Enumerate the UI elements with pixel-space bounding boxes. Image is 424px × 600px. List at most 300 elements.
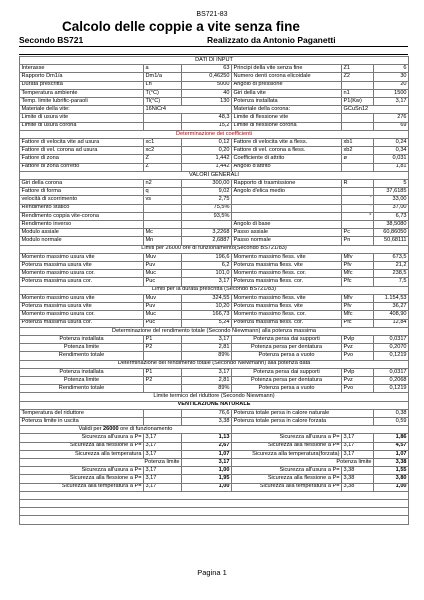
table-cell: Tl(°C) [144,98,182,106]
section-header: Limite termico del riduttore (Secondo Niewmann) [20,393,409,401]
table-cell: Fattore di vel. corona a fless. [232,147,342,155]
table-row [20,294,409,302]
table-row [20,81,409,89]
table-row [20,212,409,220]
table-cell: Muc [144,270,182,278]
table-cell: 1,81 [374,163,409,171]
table-cell [342,188,374,196]
table-cell: Potenza massima fless. vite [232,303,342,311]
table-cell: 300,00 [182,180,232,188]
table-cell: " [342,204,374,212]
section-header-row [20,360,409,368]
table-cell: Passo normale [232,237,342,245]
table-cell: xc1 [144,139,182,147]
sheet-id: BS721-83 [196,11,228,18]
table-cell [144,221,182,229]
table-row [20,344,409,352]
table-cell: 48,3 [182,114,232,122]
table-cell: 101,0 [182,270,232,278]
table-cell: 76,6 [182,409,232,417]
table-cell: Rendimento totale [20,352,144,360]
table-row [20,409,409,417]
table-cell: Rendimento totale [20,385,144,393]
table-cell: Pvz [342,344,374,352]
table-cell: 50,68111 [374,237,409,245]
table-cell: 40 [182,89,232,97]
table-cell: Potenza installata [20,368,144,376]
table-cell: 0,34 [374,147,409,155]
table-cell: Pfc [342,319,374,327]
table-cell: Mn [144,237,182,245]
table-cell: Sicurezza alla temperatura [20,450,144,458]
table-cell [20,491,409,499]
table-cell: vs [144,196,182,204]
table-cell: Potenza massima fless. cor. [232,319,342,327]
table-row [20,450,409,458]
table-cell: Potenza limite [232,458,374,466]
table-row [20,204,409,212]
table-row [20,180,409,188]
table-cell: 3,17 [182,458,232,466]
table-cell: 5,24 [182,319,232,327]
table-row [20,508,409,516]
table-cell: xc2 [144,147,182,155]
table-cell: Materiale della vite: [20,106,144,114]
table-cell: Potenza persa a vuoto [232,385,342,393]
table-cell: Momento massimo usura vite [20,253,144,261]
table-cell: 1,95 [182,475,232,483]
table-row [20,475,409,483]
section-header-row [20,327,409,335]
table-cell: 5 [374,180,409,188]
table-row [20,385,409,393]
table-row [20,188,409,196]
table-cell: 324,55 [182,294,232,302]
table-row [20,106,409,114]
table-cell: 0,12 [182,139,232,147]
table-cell: Z1 [342,65,374,73]
table-row [20,253,409,261]
cell-text-bold: 26000 [103,425,119,432]
table-row [20,73,409,81]
table-cell: n2 [144,180,182,188]
table-cell: 3,17 [342,434,374,442]
table-cell: xb1 [342,139,374,147]
table-cell: Materiale della corona: [232,106,342,114]
table-cell: 4,57 [374,442,409,450]
table-cell: Temp. limite lubrific-paraoli [20,98,144,106]
table-cell: P1(Kw) [342,98,374,106]
table-row [20,303,409,311]
table-cell: Pfv [342,303,374,311]
table-cell: 3,17 [342,450,374,458]
table-cell: Coefficiente di attrito [232,155,342,163]
table-cell: Pvlp [342,335,374,343]
table-cell: Potenza installata [232,98,342,106]
table-cell: 276 [374,114,409,122]
table-row [20,491,409,499]
table-cell: 5000 [182,81,232,89]
table-cell: n1 [342,89,374,97]
table-cell: Pc [342,229,374,237]
table-cell: Sicurezza alla flessione a P= [20,475,144,483]
table-row [20,196,409,204]
table-cell: Potenza massima usura cor. [20,278,144,286]
table-cell: Muc [144,311,182,319]
table-cell: Limite di usura corona [20,122,144,130]
table-cell: 6,73 [374,212,409,220]
table-cell: Fattore di velocita vite a fless. [232,139,342,147]
table-cell: 0,1219 [374,352,409,360]
calculation-sheet-table [19,56,409,525]
table-cell: Potenza limite in uscita [20,417,144,425]
table-cell: Potenza persa per dentatura [232,376,342,384]
table-cell: Potenza massima usura vite [20,262,144,270]
table-cell: 3,80 [374,475,409,483]
table-cell: Passo assiale [232,229,342,237]
table-row [20,278,409,286]
table-cell: q [144,188,182,196]
table-cell [342,163,374,171]
table-cell: 69 [374,122,409,130]
table-cell: Angolo d'attrito [232,163,342,171]
table-cell: 3,17 [144,483,182,491]
table-cell: 1,442 [182,163,232,171]
table-cell: 2,67 [182,442,232,450]
table-cell: P2 [144,376,182,384]
table-cell: 89% [182,385,232,393]
table-cell: 0,0317 [374,335,409,343]
table-row [20,221,409,229]
table-cell: 3,17 [182,335,232,343]
table-row [20,65,409,73]
table-cell: Angolo di base [232,221,342,229]
table-cell: 408,90 [374,311,409,319]
table-cell [144,417,182,425]
table-cell: Potenza limite [20,376,144,384]
table-row [20,270,409,278]
table-cell: Mfc [342,311,374,319]
table-cell [342,122,374,130]
table-cell: Mfc [342,270,374,278]
table-cell: 1,13 [182,434,232,442]
table-cell: Sicurezza alla flessione a P= [232,442,342,450]
table-row [20,139,409,147]
table-cell: 21,2 [374,262,409,270]
table-cell: 16NiCr4 [144,106,232,114]
table-cell: Pn [342,237,374,245]
table-row [20,114,409,122]
table-cell: Puc [144,278,182,286]
table-cell [342,114,374,122]
table-cell: 3,38 [374,458,409,466]
table-cell: Puv [144,262,182,270]
table-cell [232,212,342,220]
table-row [20,147,409,155]
table-cell: Potenza totale persa in calore forzata [232,417,374,425]
table-cell: 6,2 [182,262,232,270]
section-header: VALORI GENERALI [20,171,409,179]
table-cell [182,221,232,229]
table-cell [144,352,182,360]
table-cell: Pfv [342,262,374,270]
page-number: Pagina 1 [197,568,227,577]
table-cell [232,196,342,204]
table-cell: 0,1219 [374,385,409,393]
table-cell: 3,38 [342,483,374,491]
section-header-row [20,393,409,401]
table-row [20,237,409,245]
table-cell [342,221,374,229]
section-header-row [20,426,409,434]
table-cell: Mc [144,229,182,237]
table-cell: Fattore di forma [20,188,144,196]
table-cell: Limite di flessione vite [232,114,342,122]
section-header [232,426,409,434]
table-cell: Sicurezza all'usura a P= [20,434,144,442]
section-header-row [20,401,409,409]
section-header [20,426,232,434]
table-row [20,229,409,237]
table-cell: 60,86050 [374,229,409,237]
table-cell: Angolo d'elica medio [232,188,342,196]
table-row [20,368,409,376]
table-cell: Sicurezza all'usura a P= [232,467,342,475]
subtitle-author: Realizzato da Antonio Paganetti [207,35,336,45]
table-cell: Potenza totale persa in calore naturale [232,409,374,417]
table-cell: Sicurezza alla temperatura(forzata) [232,450,342,458]
table-cell: 38,5080 [374,221,409,229]
table-cell: Sicurezza alla temperatura a P= [232,483,342,491]
table-cell: Pfc [342,278,374,286]
table-row [20,163,409,171]
table-cell: velocità di scorrimento [20,196,144,204]
table-cell: Sicurezza alla flessione a P= [232,475,342,483]
table-cell [144,204,182,212]
section-header: Determinazione del rendimento totale (Secondo Niewmann) alla potenza massima [20,327,409,335]
table-cell: Pvo [342,352,374,360]
table-cell: Potenza persa a vuoto [232,352,342,360]
table-cell: Z2 [342,73,374,81]
section-header: Determinazione dei coefficienti [20,130,409,138]
table-cell: ø [342,155,374,163]
table-cell: Sicurezza all'usura a P= [20,467,144,475]
table-cell: 3,17 [182,368,232,376]
table-cell: 3,17 [144,434,182,442]
table-cell: 0,59 [374,417,409,425]
table-cell: 10,20 [182,303,232,311]
table-cell: 238,5 [374,270,409,278]
table-cell: Potenza limite [20,344,144,352]
table-cell: 89% [182,352,232,360]
table-cell: Momento massimo fless. cor. [232,311,342,319]
table-cell: 1,442 [182,155,232,163]
table-cell: 9,02 [182,188,232,196]
table-row [20,335,409,343]
table-cell: 3,2268 [182,229,232,237]
table-cell: Mfv [342,294,374,302]
table-row [20,311,409,319]
table-cell [20,516,409,525]
table-cell: 75,5% [182,204,232,212]
section-header: VENTILAZIONE NATURALE [20,401,409,409]
table-cell: Momento massimo usura cor. [20,311,144,319]
table-row [20,319,409,327]
table-cell: 3,38 [342,467,374,475]
table-cell: Rapporto Dm1/a [20,73,144,81]
table-row [20,89,409,97]
section-header: Limiti per la durata prescritta (Secondo BS721/83) [20,286,409,294]
table-row [20,483,409,491]
table-cell: Momento massimo usura cor. [20,270,144,278]
header-rule-lower [19,54,408,55]
cell-text: Validi per [78,425,104,432]
table-cell: Momento massimo usura vite [20,294,144,302]
table-cell: Z [144,155,182,163]
table-cell: 3,17 [374,98,409,106]
table-cell: P1 [144,368,182,376]
table-cell: 3,17 [144,450,182,458]
table-row [20,262,409,270]
table-cell: Modulo assiale [20,229,144,237]
table-cell: Temperatura ambiente [20,89,144,97]
table-cell: Durata prescritta [20,81,144,89]
table-cell: Giri della vite [232,89,342,97]
table-cell: 0,0317 [374,368,409,376]
table-cell: 0,2068 [374,376,409,384]
table-cell: Rendimento coppia vite-corona [20,212,144,220]
table-cell [144,409,182,417]
table-cell: 37,6185 [374,188,409,196]
table-cell: 93,5% [182,212,232,220]
section-header-row [20,245,409,253]
table-cell: Z [144,163,182,171]
table-cell: Sicurezza alla temperatura a P= [20,483,144,491]
section-header-row [20,171,409,179]
table-cell: 1500 [374,89,409,97]
section-header: DATI DI INPUT [20,57,409,65]
table-cell: GCuSn12 [342,106,409,114]
table-cell: Puv [144,303,182,311]
table-cell: Modulo normale [20,237,144,245]
table-cell: Puc [144,319,182,327]
table-cell: 20 [374,81,409,89]
table-cell: 1,55 [374,467,409,475]
table-cell [144,385,182,393]
table-cell: Mfv [342,253,374,261]
table-cell: 33,00 [374,196,409,204]
table-cell: R [342,180,374,188]
table-cell: 0,20 [182,147,232,155]
table-cell: Muv [144,253,182,261]
table-cell: Fattore di velocita vite ad usura [20,139,144,147]
table-cell: 12,84 [374,319,409,327]
table-cell: 3,17 [342,442,374,450]
header-rule [19,46,408,47]
table-cell: 2,81 [182,376,232,384]
page-title: Calcolo delle coppie a vite senza fine [62,19,300,34]
table-cell: 15,2 [182,122,232,130]
table-cell: Potenza massima usura vite [20,303,144,311]
section-header-row [20,130,409,138]
table-cell: Pvz [342,376,374,384]
table-cell [20,499,409,507]
table-cell: 1,07 [182,450,232,458]
table-cell [144,114,182,122]
table-cell [232,204,342,212]
table-cell: 1,07 [374,450,409,458]
section-header: Limiti per 26000 ore di funzionamento(Secondo BS721/83) [20,245,409,253]
table-cell: Sicurezza alla flessione a P= [20,442,144,450]
table-cell: Angolo di pressione [232,81,342,89]
table-cell: ' [342,196,374,204]
table-row [20,352,409,360]
table-cell: xb2 [342,147,374,155]
table-cell: 6 [374,65,409,73]
section-header: Determinazione del rendimento totale (Secondo Niewmann) alla potenza data [20,360,409,368]
table-cell: Limite di flessione corona [232,122,342,130]
table-cell: Potenza installata [20,335,144,343]
table-cell: Fattore di zona [20,155,144,163]
table-cell: 0,031 [374,155,409,163]
table-cell: Momento massimo fless. vite [232,294,342,302]
table-cell: 0,24 [374,139,409,147]
section-header-row [20,57,409,65]
table-cell: Rapporto di trasmissione [232,180,342,188]
table-cell: Potenza persa dai supporti [232,368,342,376]
table-cell: 166,73 [182,311,232,319]
table-cell: 130 [182,98,232,106]
table-cell: Interasse [20,65,144,73]
table-row [20,155,409,163]
section-header-row [20,286,409,294]
table-cell: Muv [144,294,182,302]
table-row [20,499,409,507]
table-cell: 673,5 [374,253,409,261]
table-cell: 2,6887 [182,237,232,245]
table-row [20,516,409,525]
table-cell: 2,81 [182,344,232,352]
table-cell: 3,38 [182,417,232,425]
table-cell: 3,38 [342,475,374,483]
table-cell: Sicurezza all'usura a P= [232,434,342,442]
table-cell: Potenza limite [20,458,182,466]
table-cell: Potenza massima fless. vite [232,262,342,270]
table-cell: 7,5 [374,278,409,286]
table-cell: 1,00 [374,483,409,491]
table-cell: 1,00 [182,467,232,475]
table-cell: Potenza persa per dentatura [232,344,342,352]
table-cell: 0,2070 [374,344,409,352]
table-cell: T(°C) [144,89,182,97]
table-cell [144,212,182,220]
table-cell: 0,38 [374,409,409,417]
table-cell: 1,86 [374,434,409,442]
table-cell: P2 [144,344,182,352]
table-cell: Temperatura del riduttore [20,409,144,417]
table-cell: Principi della vite senza fine [232,65,342,73]
table-cell: 3,17 [144,467,182,475]
table-cell: Fattore di zona corretto [20,163,144,171]
table-row [20,434,409,442]
table-cell: Fattore di vel. corona ad usura [20,147,144,155]
table-row [20,467,409,475]
table-cell: 37,00 [374,204,409,212]
table-cell: Dm1/a [144,73,182,81]
table-cell: Potenza massima usura cor. [20,319,144,327]
table-cell: Rendimento statico [20,204,144,212]
table-cell [144,122,182,130]
